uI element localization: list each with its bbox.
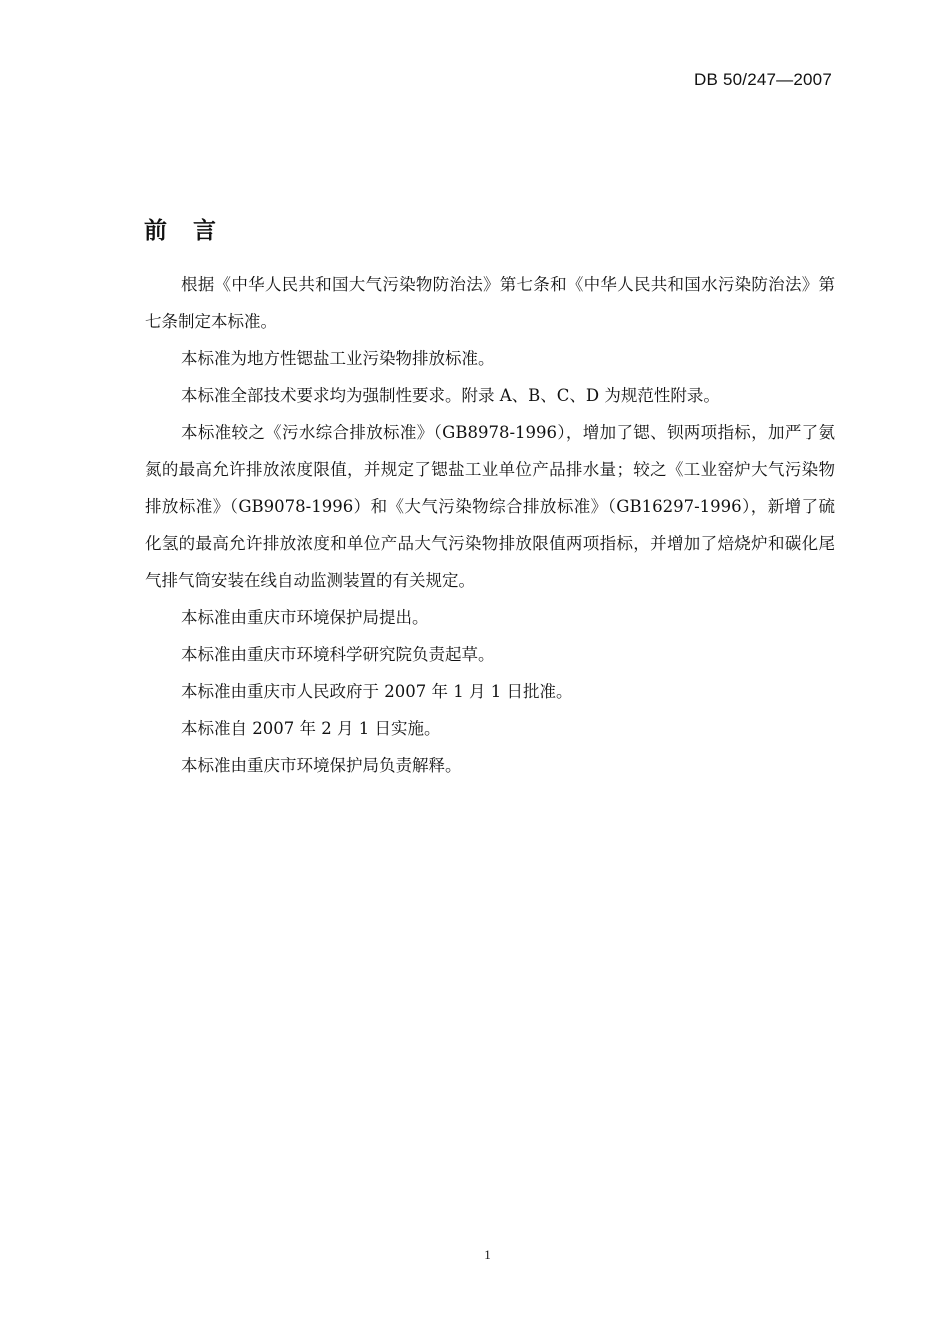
paragraph: 本标准由重庆市环境保护局提出。	[181, 608, 429, 627]
standard-code: DB 50/247—2007	[694, 70, 832, 89]
paragraph: 本标准由重庆市人民政府于 2007 年 1 月 1 日批准。	[181, 682, 573, 701]
paragraph: 根据《中华人民共和国大气污染物防治法》第七条和《中华人民共和国水污染防治法》第七条制定本标准。	[145, 275, 835, 331]
body-text	[145, 266, 835, 784]
page-number: 1	[484, 1247, 491, 1262]
page-title: 前言	[144, 217, 242, 244]
paragraph: 本标准全部技术要求均为强制性要求。附录 A、B、C、D 为规范性附录。	[181, 386, 720, 405]
paragraph: 本标准由重庆市环境保护局负责解释。	[181, 756, 462, 775]
paragraph: 本标准较之《污水综合排放标准》（GB8978-1996），增加了锶、钡两项指标，加严了氨氮的最高允许排放浓度限值，并规定了锶盐工业单位产品排水量；较之《工业窑炉大气污染物排放标准》（GB9078-1996）和《大气污染物综合排放标准》（GB16297-1996），新增了硫化氢的最高允许排放浓度和单位产品大气污染物排放限值两项指标，并增加了焙烧炉和碳化尾气排气筒安装在线自动监测装置的有关规定。	[145, 423, 835, 590]
paragraph: 本标准自 2007 年 2 月 1 日实施。	[181, 719, 441, 738]
paragraph: 本标准由重庆市环境科学研究院负责起草。	[181, 645, 495, 664]
paragraph: 本标准为地方性锶盐工业污染物排放标准。	[181, 349, 495, 368]
